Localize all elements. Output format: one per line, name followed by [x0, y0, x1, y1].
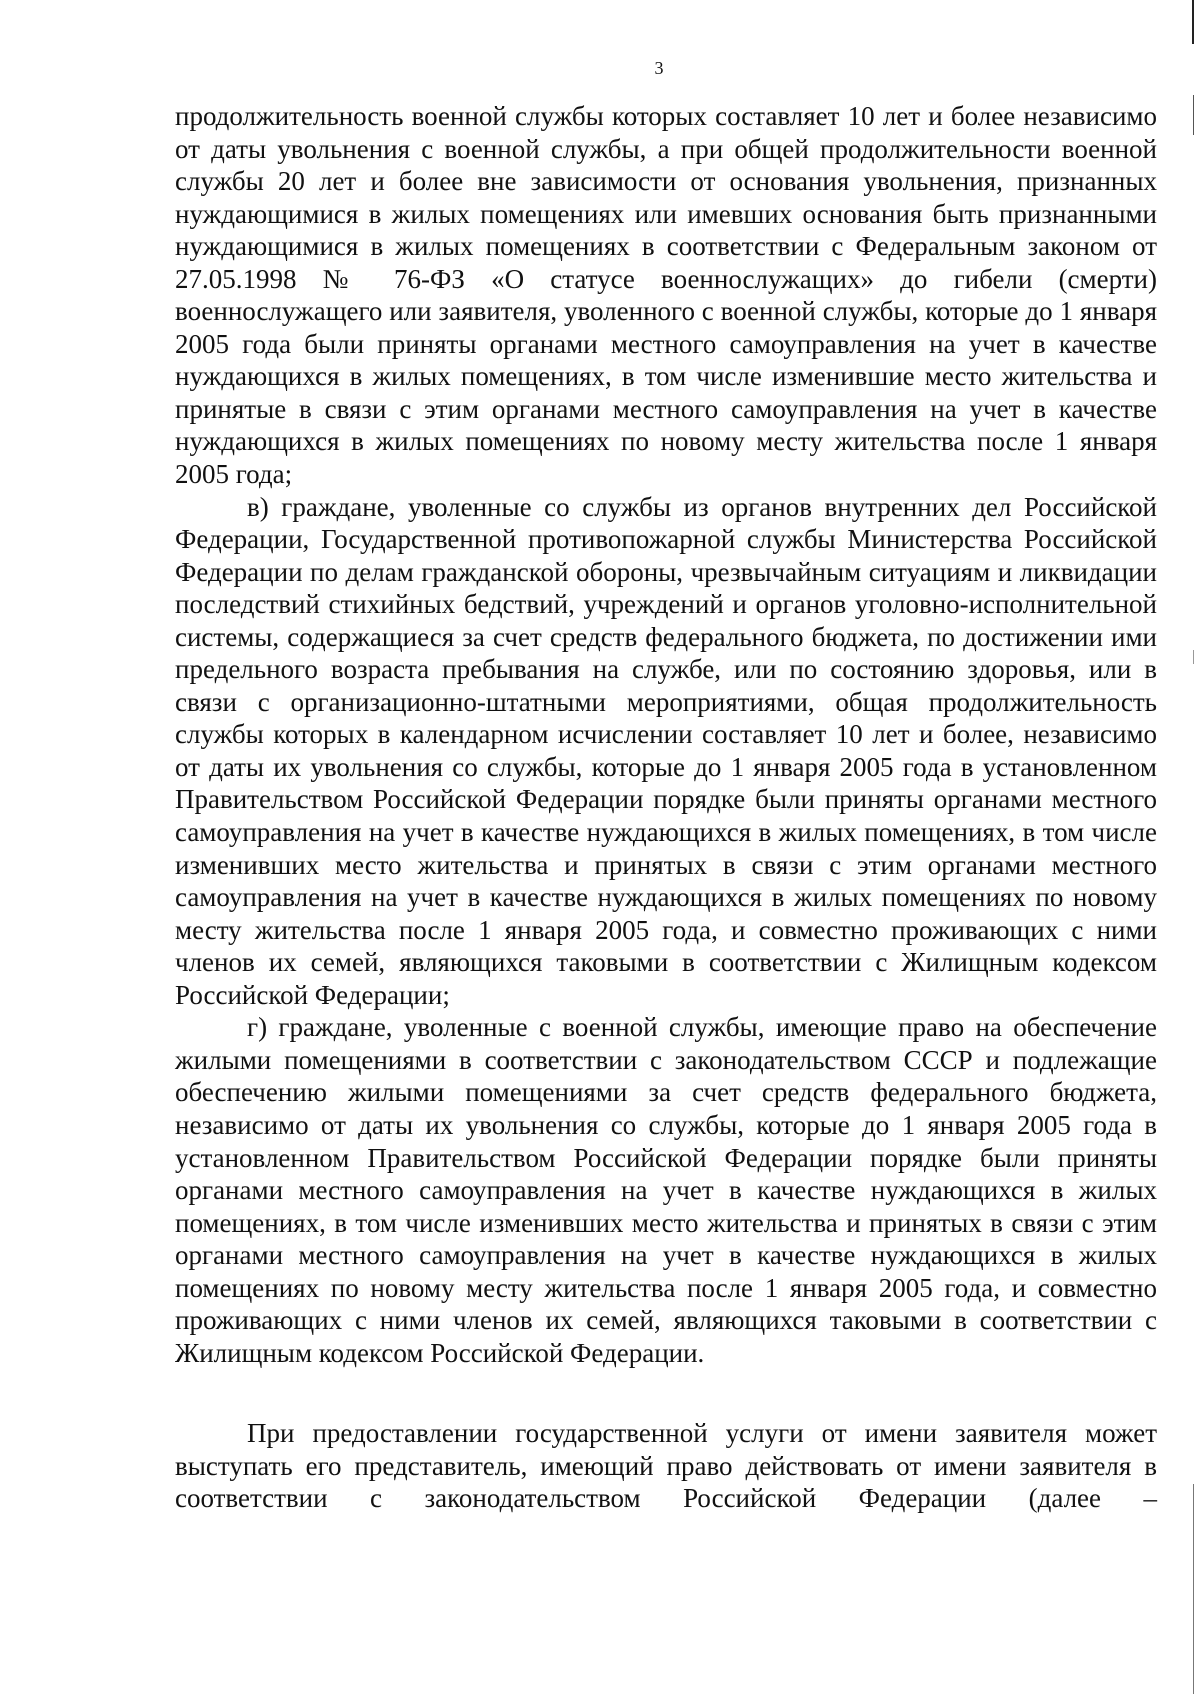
scan-edge-mark	[1193, 650, 1194, 664]
paragraph-gap	[175, 1369, 1157, 1417]
scan-edge-mark	[1193, 1484, 1194, 1694]
paragraph-representative: При предоставлении государственной услуги от имени заявителя может выступать его представитель, имеющий право действовать от имени заявителя в соответствии с законодательством Российской Федерации (далее –	[175, 1418, 1157, 1514]
scan-edge-mark	[1192, 0, 1194, 44]
scan-edge-mark	[1193, 95, 1194, 135]
paragraph-continuation: продолжительность военной службы которых составляет 10 лет и более независимо от даты увольнения с военной службы, а при общей продолжительности военной службы 20 лет и более вне зависимости от основания увольнения, признанных нуждающимися в жилых помещениях или имевших основания быть признанными нуждающимися в жилых помещениях в соответствии с Федеральным законом от 27.05.1998 № 76-ФЗ «О статусе военнослужащих» до гибели (смерти) военнослужащего или заявителя, уволенного с военной службы, которые до 1 января 2005 года были приняты органами местного самоуправления на учет в качестве нуждающихся в жилых помещениях, в том числе изменившие место жительства и принятые в связи с этим органами местного самоуправления на учет в качестве нуждающихся в жилых помещениях по новому месту жительства после 1 января 2005 года;	[175, 101, 1157, 490]
paragraph-item-v: в) граждане, уволенные со службы из органов внутренних дел Российской Федерации, Государственной противопожарной службы Министерства Российской Федерации по делам гражданской обороны, чрезвычайным ситуациям и ликвидации последствий стихийных бедствий, учреждений и органов уголовно-исполнительной системы, содержащиеся за счет средств федерального бюджета, по достижении ими предельного возраста пребывания на службе, или по состоянию здоровья, или в связи с организационно-штатными мероприятиями, общая продолжительность службы которых в календарном исчислении составляет 10 лет и более, независимо от даты их увольнения со службы, которые до 1 января 2005 года в установленном Правительством Российской Федерации порядке были приняты органами местного самоуправления на учет в качестве нуждающихся в жилых помещениях, в том числе изменивших место жительства и принятых в связи с этим органами местного самоуправления на учет в качестве нуждающихся в жилых помещениях по новому месту жительства после 1 января 2005 года, и совместно проживающих с ними членов их семей, являющихся таковыми в соответствии с Жилищным кодексом Российской Федерации;	[175, 491, 1157, 1010]
page-number: 3	[654, 58, 664, 78]
paragraph-item-g: г) граждане, уволенные с военной службы, имеющие право на обеспечение жилыми помещениями в соответствии с законодательством СССР и подлежащие обеспечению жилыми помещениями за счет средств федерального бюджета, независимо от даты их увольнения со службы, которые до 1 января 2005 года в установленном Правительством Российской Федерации порядке были приняты органами местного самоуправления на учет в качестве нуждающихся в жилых помещениях, в том числе изменивших место жительства и принятых в связи с этим органами местного самоуправления на учет в качестве нуждающихся в жилых помещениях по новому месту жительства после 1 января 2005 года, и совместно проживающих с ними членов их семей, являющихся таковыми в соответствии с Жилищным кодексом Российской Федерации.	[175, 1012, 1157, 1368]
document-body	[175, 100, 1157, 1515]
